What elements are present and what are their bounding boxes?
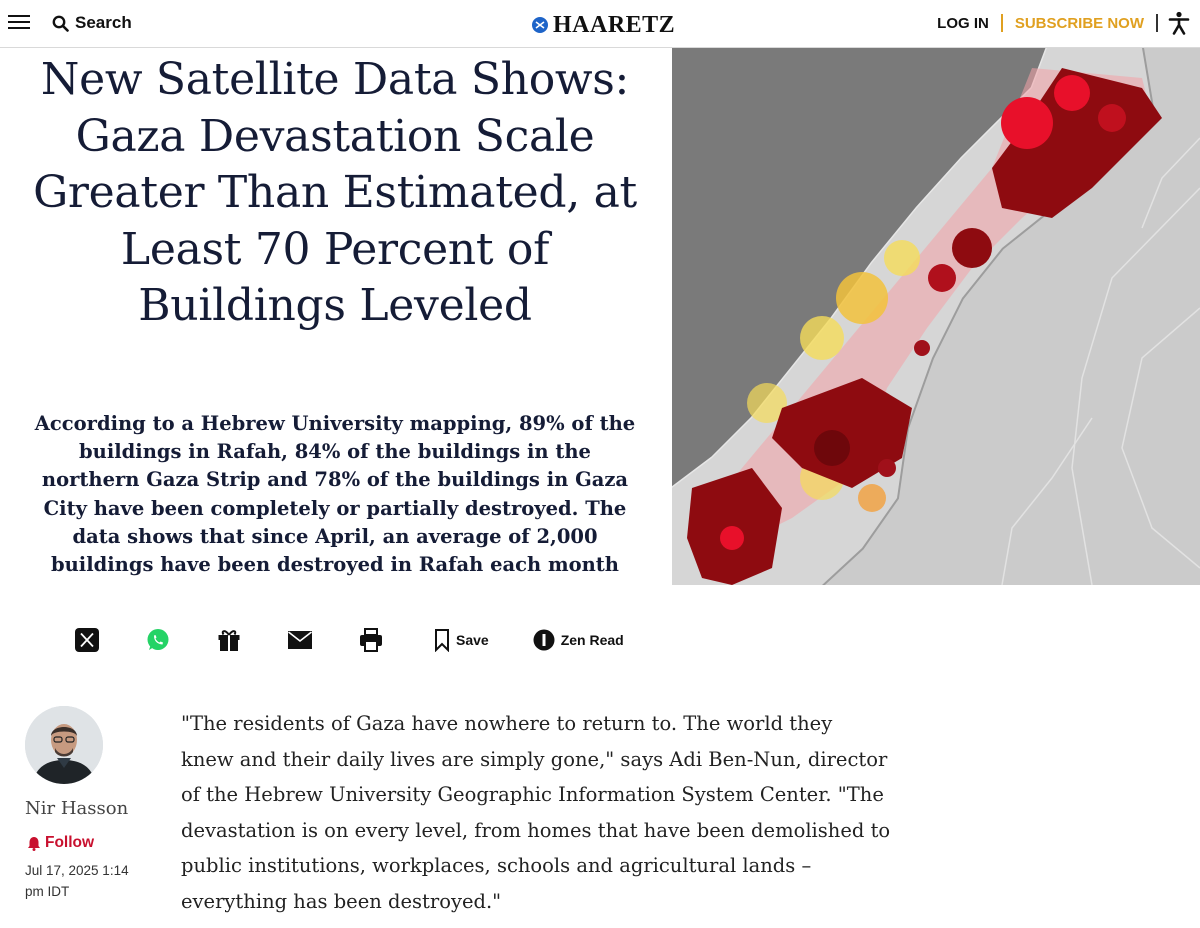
divider xyxy=(1156,14,1158,32)
author-avatar[interactable] xyxy=(25,706,103,784)
publish-date: Jul 17, 2025 1:14 pm IDT xyxy=(25,863,129,899)
divider xyxy=(1001,14,1003,32)
satellite-damage-map xyxy=(672,48,1200,585)
subscribe-link[interactable]: SUBSCRIBE NOW xyxy=(1014,14,1144,32)
logo-mark-icon xyxy=(532,17,548,33)
gift-icon xyxy=(216,627,242,653)
search-label: Search xyxy=(75,13,132,32)
share-email-button[interactable] xyxy=(285,625,315,655)
save-button[interactable] xyxy=(434,628,489,652)
author-name[interactable]: Nir Hasson xyxy=(25,798,129,819)
hamburger-menu-icon[interactable] xyxy=(6,11,32,33)
x-icon xyxy=(74,627,100,653)
print-icon xyxy=(358,627,384,653)
print-button[interactable] xyxy=(356,625,386,655)
zen-read-label: Zen Read xyxy=(560,632,624,648)
zen-read-icon xyxy=(533,629,555,651)
zen-read-button[interactable] xyxy=(533,629,624,651)
gift-article-button[interactable] xyxy=(214,625,244,655)
login-link[interactable]: LOG IN xyxy=(937,14,989,32)
search-icon xyxy=(52,15,69,32)
article-body-paragraph: "The residents of Gaza have nowhere to return to. The world they knew and their daily lives are simply gone," says Adi Ben-Nun, director of the Hebrew University Geographic Information System Center. "The devastation is on every level, from homes that have been demolished to public institutions, workplaces, schools and agricultural lands – everything has been destroyed." xyxy=(181,712,891,913)
share-x-button[interactable] xyxy=(72,625,102,655)
logo-wordmark: HAARETZ xyxy=(553,11,676,38)
email-icon xyxy=(287,630,313,650)
site-header xyxy=(0,0,1200,48)
whatsapp-icon xyxy=(145,627,171,653)
share-bar xyxy=(72,623,624,657)
share-whatsapp-button[interactable] xyxy=(143,625,173,655)
article-subheadline: According to a Hebrew University mapping, 89% of the buildings in Rafah, 84% of the buildings in the northern Gaza Strip and 78% of the buildings in Gaza City have been completely or partially destroyed. The data shows that since April, an average of 2,000 buildings have been destroyed in Rafah each month xyxy=(34,412,636,577)
haaretz-logo[interactable] xyxy=(532,12,675,38)
accessibility-icon[interactable] xyxy=(1168,11,1190,35)
bookmark-icon xyxy=(434,628,450,652)
save-label: Save xyxy=(456,632,489,648)
header-actions xyxy=(937,10,1190,36)
bell-icon xyxy=(27,836,41,851)
follow-author-button[interactable] xyxy=(27,834,94,852)
search-button[interactable] xyxy=(52,12,132,34)
follow-label: Follow xyxy=(45,834,95,851)
article-headline: New Satellite Data Shows: Gaza Devastation Scale Greater Than Estimated, at Least 70 Percent of Buildings Leveled xyxy=(33,54,637,331)
